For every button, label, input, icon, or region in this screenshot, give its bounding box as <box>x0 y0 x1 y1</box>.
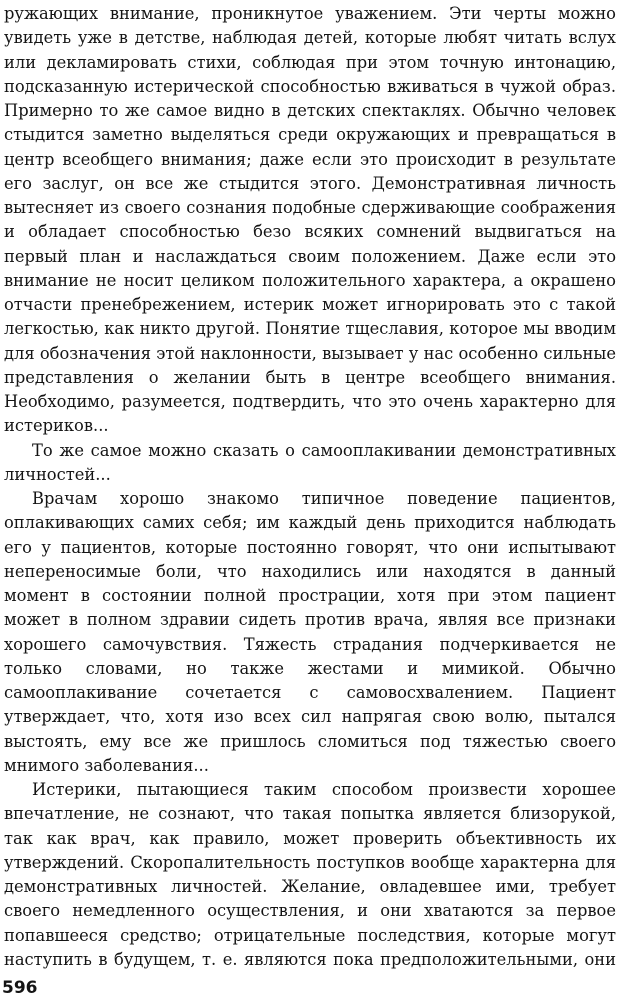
paragraph-3: Врачам хорошо знакомо типичное поведение пациентов, оплакивающих самих себя; им каждый день приходится наблюдать его у пациентов, которые постоянно говорят, что они испытывают непереносимые боли, что находились или находятся в данный момент в состоянии полной прострации, хотя при этом пациент может в полном здравии сидеть против врача, являя все признаки хорошего самочувствия. Тяжесть страдания подчеркивается не только словами, но также жестами и мимикой. Обычно самооплакивание сочетается с самовосхвалением. Пациент утверждает, что, хотя изо всех сил напрягая свою волю, пытался выстоять, ему все же пришлось сломиться под тяжестью своего мнимого заболевания... <box>4 489 616 775</box>
paragraph-2: То же самое можно сказать о самооплакивании демонстративных личностей... <box>4 440 616 484</box>
page-number: 596 <box>2 978 38 998</box>
paragraph-1: ружающих внимание, проникнутое уважением. Эти черты можно увидеть уже в детстве, наблюдая детей, которые любят читать вслух или декламировать стихи, соблюдая при этом точную интонацию, подсказанную истерической способностью вживаться в чужой образ. Примерно то же самое видно в детских спектаклях. Обычно человек стыдится заметно выделяться среди окружающих и превращаться в центр всеобщего внимания; даже если это происходит в результате его заслуг, он все же стыдится этого. Демонстративная личность вытесняет из своего сознания подобные сдерживающие соображения и обладает способностью безо всяких сомнений выдвигаться на первый план и наслаждаться своим положением. Даже если это внимание не носит целиком положительного характера, а окрашено отчасти пренебрежением, истерик может игнорировать это с такой легкостью, как никто другой. Понятие тщеславия, которое мы вводим для обозначения этой наклонности, вызывает у нас особенно сильные представления о желании быть в центре всеобщего внимания. Необходимо, разумеется, подтвердить, что это очень характерно для истериков... <box>4 4 616 436</box>
page-text-block <box>4 2 616 972</box>
paragraph-4: Истерики, пытающиеся таким способом произвести хорошее впечатление, не сознают, что такая попытка является близорукой, так как врач, как правило, может проверить объективность их утверждений. Скоропалительность поступков вообще характерна для демонстративных личностей. Желание, овладевшее ими, требует своего немедленного осуществления, и они хватаются за первое попавшееся средство; отрицательные последствия, которые могут наступить в будущем, т. е. являются пока предположительными, они <box>4 780 616 969</box>
